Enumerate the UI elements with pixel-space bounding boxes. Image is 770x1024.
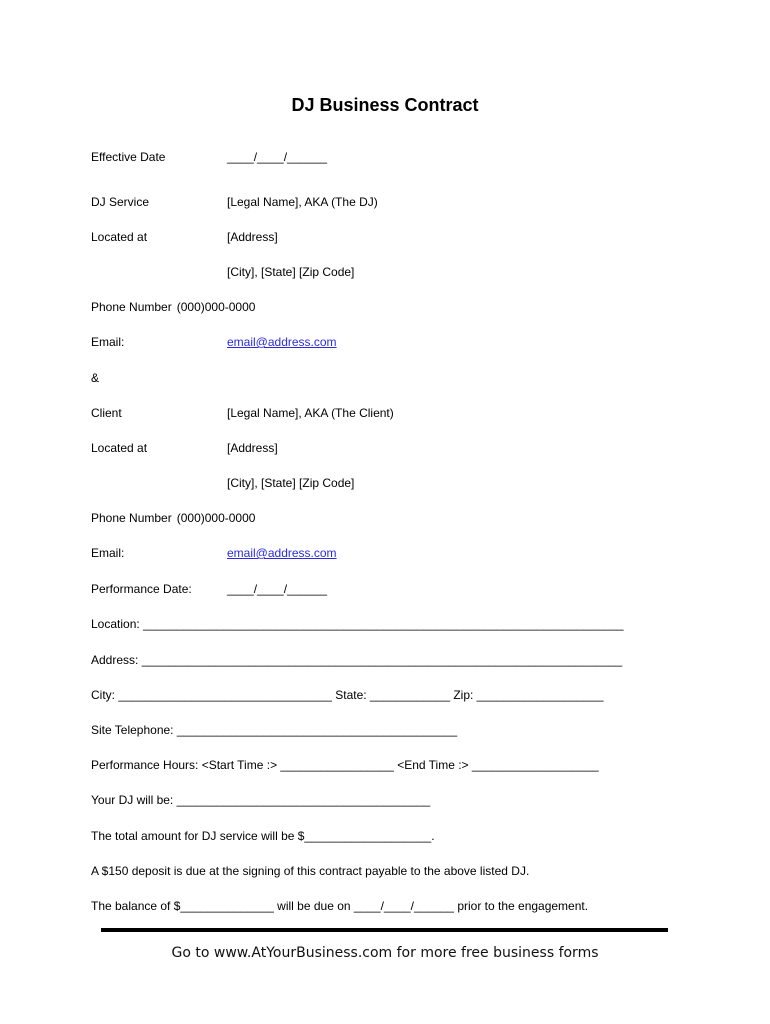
performance-date-label: Performance Date: — [91, 582, 192, 596]
dj-phone-label: Phone Number — [91, 300, 172, 314]
location-line: Location: ________________________________________________________________________ — [91, 617, 624, 631]
ampersand: & — [91, 371, 100, 385]
dj-service-value: [Legal Name], AKA (The DJ) — [227, 195, 378, 209]
footer-divider — [101, 928, 668, 932]
client-phone-value: (000)000-0000 — [176, 511, 256, 525]
deposit-line: A $150 deposit is due at the signing of this contract payable to the above listed DJ. — [91, 864, 530, 878]
dj-located-label: Located at — [91, 230, 148, 244]
effective-date-label: Effective Date — [91, 150, 166, 164]
ampersand-row — [91, 370, 99, 386]
client-located-label: Located at — [91, 441, 148, 455]
client-phone-row — [91, 510, 255, 526]
dj-email-label: Email: — [91, 335, 125, 349]
address-line: Address: ________________________________________________________________________ — [91, 653, 623, 667]
dj-address: [Address] — [227, 230, 278, 244]
dj-email-link[interactable]: email@address.com — [227, 335, 337, 349]
client-phone-label: Phone Number — [91, 511, 172, 525]
dj-phone-value: (000)000-0000 — [176, 300, 256, 314]
client-value: [Legal Name], AKA (The Client) — [227, 406, 394, 420]
client-city-state-zip: [City], [State] [Zip Code] — [227, 476, 355, 490]
performance-hours-line: Performance Hours: <Start Time :> _________________ <End Time :> ___________________ — [91, 758, 599, 772]
your-dj-line: Your DJ will be: ______________________________________ — [91, 793, 431, 807]
site-telephone-line: Site Telephone: __________________________________________ — [91, 723, 458, 737]
dj-phone-row — [91, 299, 255, 315]
client-email-link[interactable]: email@address.com — [227, 546, 337, 560]
total-amount-line: The total amount for DJ service will be $___________________. — [91, 829, 435, 843]
client-email-label: Email: — [91, 546, 125, 560]
client-label: Client — [91, 406, 122, 420]
dj-service-label: DJ Service — [91, 195, 150, 209]
dj-city-state-zip: [City], [State] [Zip Code] — [227, 265, 355, 279]
footer-text: Go to www.AtYourBusiness.com for more free business forms — [171, 945, 599, 961]
page-title: DJ Business Contract — [291, 95, 479, 115]
balance-line: The balance of $______________ will be due on ____/____/______ prior to the engagement. — [91, 899, 589, 913]
performance-date-value: ____/____/______ — [227, 582, 328, 596]
effective-date-value: ____/____/______ — [227, 150, 328, 164]
client-address: [Address] — [227, 441, 278, 455]
city-state-zip-line: City: ________________________________ State: ____________ Zip: ___________________ — [91, 688, 604, 702]
